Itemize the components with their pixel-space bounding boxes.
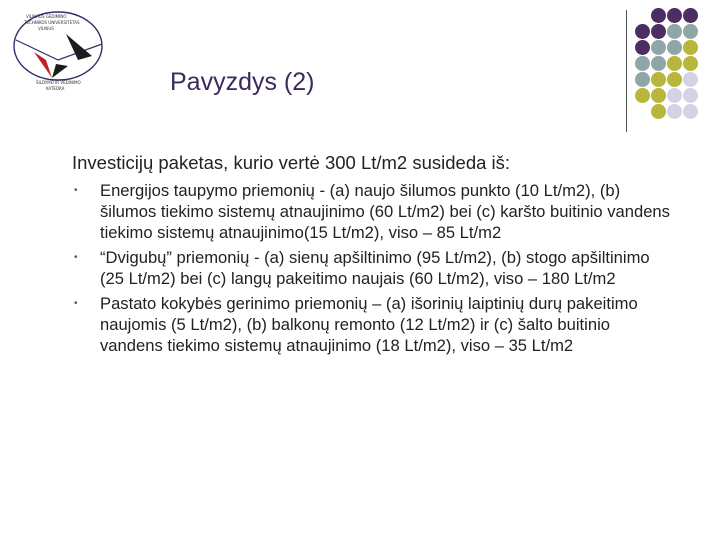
decorative-dot: [667, 24, 682, 39]
slide-title: Pavyzdys (2): [170, 68, 315, 96]
decorative-dot: [635, 40, 650, 55]
decorative-dot: [651, 8, 666, 23]
decorative-dot: [683, 24, 698, 39]
decorative-dot: [683, 88, 698, 103]
bullet-marker: •: [74, 252, 78, 263]
decorative-dot: [667, 40, 682, 55]
bullet-text: Pastato kokybės gerinimo priemonių – (a) išorinių laiptinių durų pakeitimo naujomis (5 Lt/m2), (b) balkonų remonto (12 Lt/m2) ir (c) šalto buitinio vandens tiekimo sistemų atnaujinimo (18 Lt/m2), viso – 35 Lt/m2: [100, 294, 638, 355]
bullet-marker: •: [74, 298, 78, 309]
decorative-dot: [651, 56, 666, 71]
bullet-text: “Dvigubų” priemonių - (a) sienų apšiltinimo (95 Lt/m2), (b) stogo apšiltinimo (25 Lt/m2) bei (c) langų pakeitimo naujais (60 Lt/m2), viso – 180 Lt/m2: [100, 248, 650, 288]
bullet-marker: •: [74, 185, 78, 196]
decorative-dot: [683, 56, 698, 71]
logo-text-line: ŠILDYMO IR VĖDINIMO: [36, 80, 81, 85]
decorative-dot: [667, 8, 682, 23]
bullet-item-energy-saving: [72, 180, 672, 243]
logo-text-line: VILNIUS: [38, 26, 54, 31]
decorative-dot: [651, 72, 666, 87]
decorative-dot: [635, 88, 650, 103]
logo-text-line: KATEDRA: [46, 86, 65, 91]
logo-text-line: VILNIAUS GEDIMINO: [26, 14, 67, 19]
decorative-dot: [667, 88, 682, 103]
decorative-dot: [635, 24, 650, 39]
logo-text-line: TECHNIKOS UNIVERSITETAS: [24, 20, 80, 25]
bullet-list: [72, 180, 672, 360]
decorative-dot: [635, 56, 650, 71]
university-logo: [6, 4, 118, 94]
bullet-text: Energijos taupymo priemonių - (a) naujo šilumos punkto (10 Lt/m2), (b) šilumos tiekimo sistemų atnaujinimo (60 Lt/m2) bei (c) karšto buitinio vandens tiekimo sistemų atnaujinimo(15 Lt/m2), viso – 85 Lt/m2: [100, 181, 670, 242]
intro-text: Investicijų paketas, kurio vertė 300 Lt/m2 susideda iš:: [72, 152, 511, 173]
vertical-divider: [626, 10, 627, 132]
decorative-dot-grid: [635, 8, 719, 120]
decorative-dot: [683, 104, 698, 119]
decorative-dot: [635, 72, 650, 87]
decorative-dot: [651, 88, 666, 103]
decorative-dot: [651, 40, 666, 55]
decorative-dot: [683, 40, 698, 55]
decorative-dot: [651, 104, 666, 119]
decorative-dot: [683, 8, 698, 23]
bullet-item-dual-measures: [72, 247, 672, 289]
bullet-item-quality-measures: [72, 293, 672, 356]
decorative-dot: [667, 104, 682, 119]
decorative-dot: [667, 56, 682, 71]
decorative-dot: [683, 72, 698, 87]
decorative-dot: [667, 72, 682, 87]
decorative-dot: [651, 24, 666, 39]
